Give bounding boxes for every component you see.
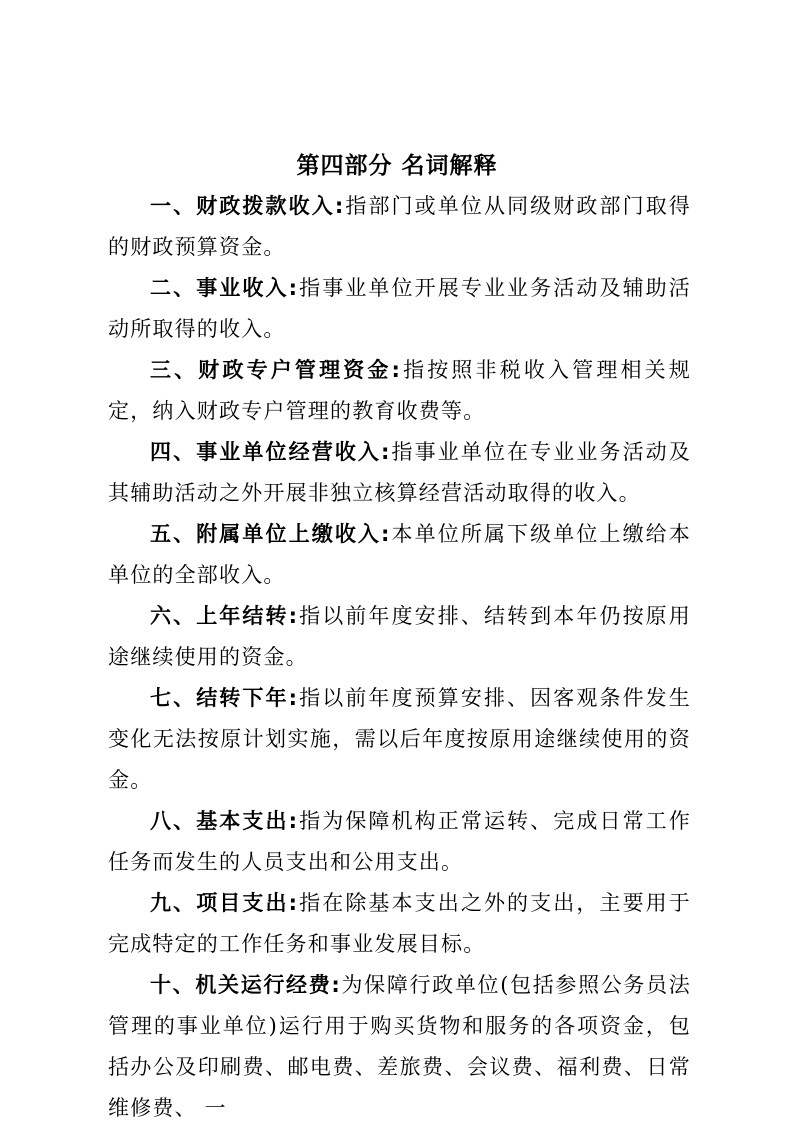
entry-term: 七、结转下年:: [150, 686, 299, 710]
glossary-entry: [108, 514, 691, 596]
entry-definition: 本单位所属下级单位上缴给本单位的全部收入。: [108, 522, 691, 587]
glossary-entry: [108, 268, 691, 350]
entry-term: 一、财政拨款收入:: [150, 194, 345, 218]
page-title: 第四部分 名词解释: [296, 153, 498, 179]
entry-definition: 指以前年度预算安排、因客观条件发生变化无法按原计划实施，需以后年度按原用途继续使用的资金。: [108, 686, 691, 792]
glossary-entry: [108, 883, 691, 965]
glossary-entry: [108, 801, 691, 883]
glossary-entry: [108, 432, 691, 514]
entry-term: 六、上年结转:: [150, 604, 299, 628]
entry-term: 八、基本支出:: [150, 809, 299, 833]
entry-term: 四、事业单位经营收入:: [150, 440, 391, 464]
glossary-body: [108, 186, 691, 1129]
entry-term: 九、项目支出:: [150, 891, 299, 915]
glossary-entry: [108, 596, 691, 678]
entry-term: 十、机关运行经费:: [150, 973, 341, 997]
entry-definition: 指为保障机构正常运转、完成日常工作任务而发生的人员支出和公用支出。: [108, 809, 691, 874]
entry-definition: 指在除基本支出之外的支出，主要用于完成特定的工作任务和事业发展目标。: [108, 891, 691, 956]
entry-term: 二、事业收入:: [150, 276, 299, 300]
entry-term: 五、附属单位上缴收入:: [150, 522, 391, 546]
entry-term: 三、财政专户管理资金:: [150, 358, 402, 382]
entry-definition: 指按照非税收入管理相关规定，纳入财政专户管理的教育收费等。: [108, 358, 691, 423]
entry-definition: 指部门或单位从同级财政部门取得的财政预算资金。: [108, 194, 691, 259]
entry-definition: 为保障行政单位(包括参照公务员法管理的事业单位)运行用于购买货物和服务的各项资金，包括办公及印刷费、邮电费、差旅费、会议费、福利费、日常维修费、 一: [108, 973, 691, 1120]
entry-definition: 指事业单位在专业业务活动及其辅助活动之外开展非独立核算经营活动取得的收入。: [108, 440, 691, 505]
entry-definition: 指以前年度安排、结转到本年仍按原用途继续使用的资金。: [108, 604, 691, 669]
entry-definition: 指事业单位开展专业业务活动及辅助活动所取得的收入。: [108, 276, 691, 341]
glossary-entry: [108, 965, 691, 1129]
glossary-entry: [108, 678, 691, 801]
glossary-entry: [108, 186, 691, 268]
glossary-entry: [108, 350, 691, 432]
